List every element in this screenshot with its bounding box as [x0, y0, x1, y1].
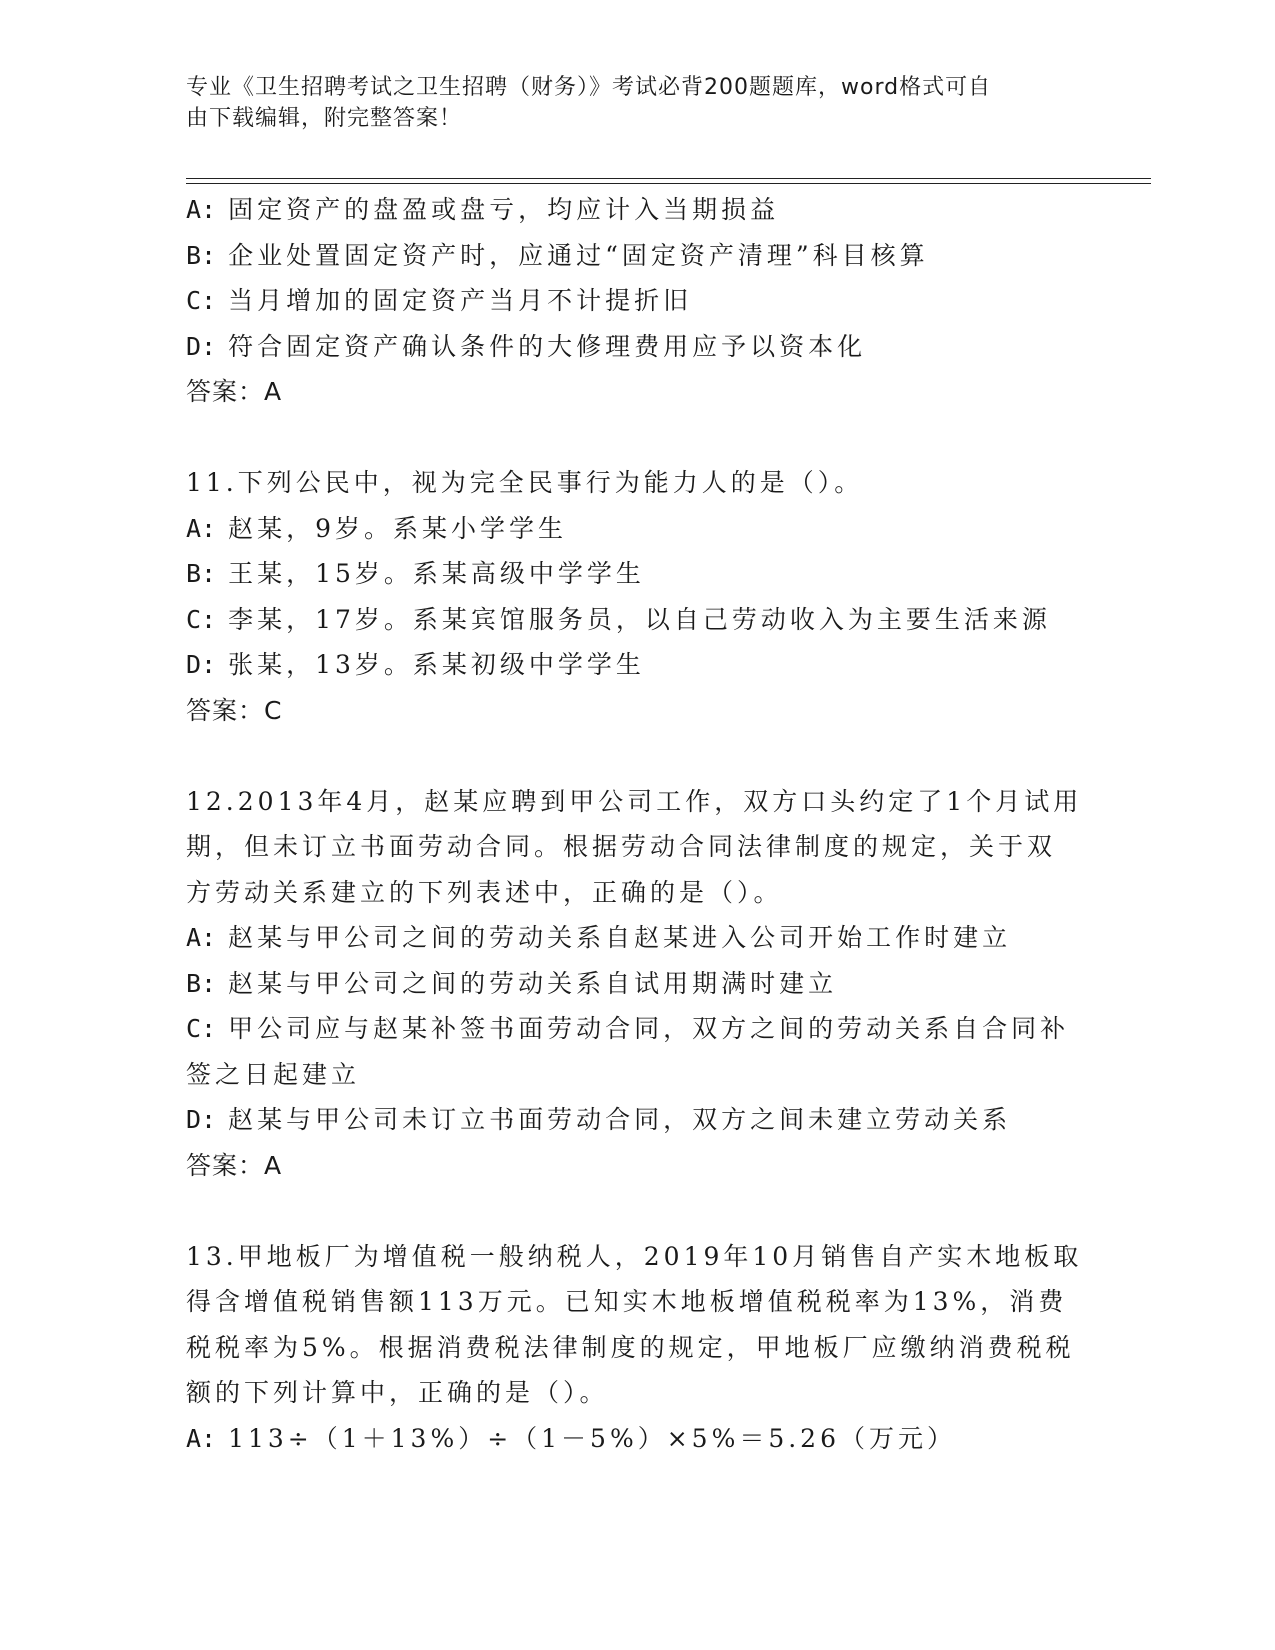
option-c: C: 李某，17岁。系某宾馆服务员，以自己劳动收入为主要生活来源 — [186, 604, 1051, 634]
header-line-1: 专业《卫生招聘考试之卫生招聘（财务）》考试必背200题题库，word格式可自 — [186, 75, 992, 100]
option-c: C: 甲公司应与赵某补签书面劳动合同，双方之间的劳动关系自合同补 — [186, 1014, 1070, 1043]
header-rule-top — [186, 178, 1151, 179]
question-list — [186, 187, 1086, 1461]
answer: 答案：A — [186, 377, 283, 406]
option-a: A: 固定资产的盘盈或盘亏，均应计入当期损益 — [186, 195, 780, 224]
question-stem: 12.2013年4月，赵某应聘到甲公司工作，双方口头约定了1个月试用 — [186, 786, 1083, 816]
question-13 — [186, 1234, 1086, 1462]
document-header — [186, 72, 1066, 134]
question-10 — [186, 187, 1086, 415]
option-d: D: 赵某与甲公司未订立书面劳动合同，双方之间未建立劳动关系 — [186, 1105, 1012, 1134]
header-rule-bottom — [186, 183, 1151, 184]
option-b: B: 王某，15岁。系某高级中学学生 — [186, 559, 645, 588]
question-12 — [186, 779, 1086, 1189]
question-stem: 得含增值税销售额113万元。已知实木地板增值税税率为13%，消费 — [186, 1287, 1068, 1316]
option-c: C: 当月增加的固定资产当月不计提折旧 — [186, 286, 693, 315]
option-b: B: 赵某与甲公司之间的劳动关系自试用期满时建立 — [186, 968, 838, 998]
question-stem: 方劳动关系建立的下列表述中，正确的是（）。 — [186, 877, 783, 907]
option-a: A: 赵某，9岁。系某小学学生 — [186, 513, 567, 543]
option-d: D: 符合固定资产确认条件的大修理费用应予以资本化 — [186, 331, 867, 361]
option-a: A: 赵某与甲公司之间的劳动关系自赵某进入公司开始工作时建立 — [186, 923, 1012, 952]
question-stem: 13.甲地板厂为增值税一般纳税人，2019年10月销售自产实木地板取 — [186, 1241, 1083, 1271]
option-c-continuation: 签之日起建立 — [186, 1059, 361, 1089]
option-d: D: 张某，13岁。系某初级中学学生 — [186, 650, 645, 679]
question-stem: 11.下列公民中，视为完全民事行为能力人的是（）。 — [186, 468, 864, 497]
answer: 答案：C — [186, 695, 283, 725]
question-stem: 期，但未订立书面劳动合同。根据劳动合同法律制度的规定，关于双 — [186, 832, 1057, 861]
header-line-2: 由下载编辑，附完整答案！ — [186, 106, 463, 131]
question-stem: 额的下列计算中，正确的是（）。 — [186, 1378, 609, 1407]
question-stem: 税税率为5%。根据消费税法律制度的规定，甲地板厂应缴纳消费税税 — [186, 1332, 1075, 1362]
question-11 — [186, 460, 1086, 733]
option-a: A: 113÷（1＋13%）÷（1－5%）×5%＝5.26（万元） — [186, 1423, 956, 1453]
option-b: B: 企业处置固定资产时，应通过“固定资产清理”科目核算 — [186, 240, 929, 270]
answer: 答案：A — [186, 1150, 283, 1180]
